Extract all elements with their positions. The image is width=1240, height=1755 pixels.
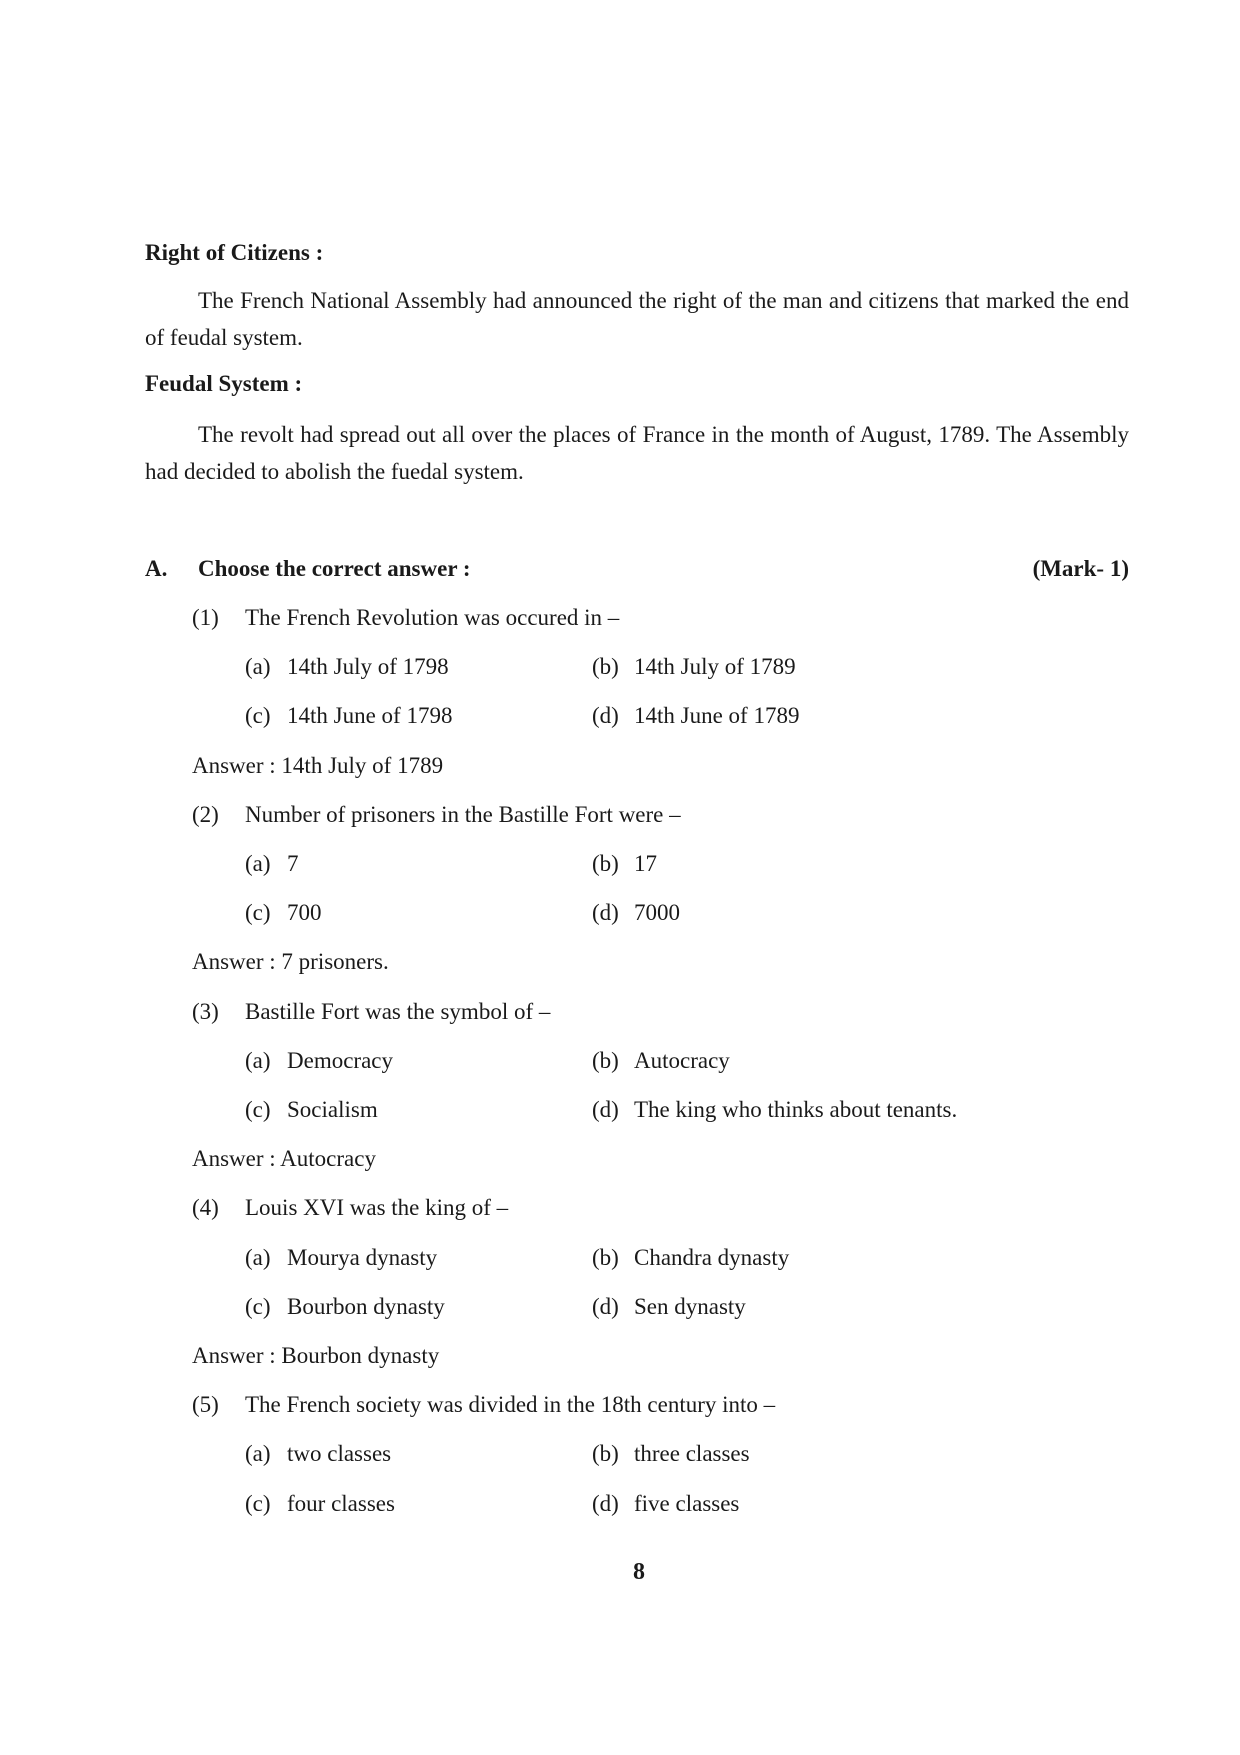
option-letter: (b): [592, 1244, 619, 1270]
option-letter: (d): [592, 900, 619, 926]
page-number: 8: [633, 1559, 645, 1585]
option-letter: (c): [245, 900, 271, 926]
option-letter: (b): [592, 1047, 619, 1073]
option-b: [592, 1245, 789, 1271]
option-letter: (b): [592, 654, 619, 680]
option-letter: (c): [245, 1293, 271, 1319]
option-a: [245, 851, 299, 877]
option-a: [245, 1245, 437, 1271]
option-text: Socialism: [287, 1097, 378, 1122]
section-heading-feudal-system: Feudal System :: [145, 371, 303, 396]
option-text: Sen dynasty: [634, 1293, 746, 1319]
question-4: [192, 1195, 508, 1221]
question-text: The French society was divided in the 18th century into –: [245, 1392, 776, 1418]
option-text: 17: [634, 851, 657, 876]
option-c: [245, 1294, 445, 1320]
section-heading-right-of-citizens: Right of Citizens :: [145, 240, 324, 265]
option-d: [592, 703, 799, 729]
option-letter: (d): [592, 1490, 619, 1516]
option-letter: (d): [592, 703, 619, 729]
section-paragraph-right-of-citizens: The French National Assembly had announced the right of the man and citizens that marked the end of feudal system.: [145, 288, 1129, 350]
option-text: 7: [287, 851, 299, 876]
option-b: [592, 654, 796, 680]
option-c: [245, 703, 452, 729]
option-d: [592, 1097, 957, 1123]
section-paragraph-feudal-system: The revolt had spread out all over the places of France in the month of August, 1789. The Assembly had decided to abolish the fuedal system.: [145, 422, 1129, 484]
option-text: The king who thinks about tenants.: [634, 1097, 958, 1122]
question-2: [192, 802, 681, 828]
option-letter: (a): [245, 1441, 271, 1467]
question-number: (4): [192, 1195, 219, 1221]
option-letter: (a): [245, 1244, 271, 1270]
option-a: [245, 654, 449, 680]
option-text: Mourya dynasty: [287, 1244, 438, 1270]
option-letter: (d): [592, 1097, 619, 1122]
option-text: Autocracy: [634, 1047, 730, 1073]
question-text: The French Revolution was occured in –: [245, 605, 620, 630]
option-b: [592, 851, 657, 877]
exercise-marks: (Mark- 1): [1032, 556, 1129, 581]
option-text: 14th June of 1798: [287, 703, 453, 729]
option-c: [245, 1491, 395, 1517]
option-text: five classes: [634, 1490, 740, 1516]
question-3: [192, 999, 550, 1025]
question-text: Number of prisoners in the Bastille Fort were –: [245, 801, 681, 827]
option-c: [245, 900, 322, 926]
option-text: 14th July of 1798: [287, 654, 449, 680]
option-letter: (c): [245, 1490, 271, 1516]
option-d: [592, 1491, 739, 1517]
option-text: 7000: [634, 900, 680, 926]
option-text: 14th July of 1789: [634, 654, 796, 680]
question-1: [192, 605, 619, 631]
option-b: [592, 1441, 750, 1467]
option-d: [592, 900, 680, 926]
option-text: Democracy: [287, 1047, 393, 1073]
question-5: [192, 1392, 775, 1418]
option-d: [592, 1294, 746, 1320]
question-number: (5): [192, 1392, 219, 1418]
option-text: Bourbon dynasty: [287, 1293, 445, 1319]
option-c: [245, 1097, 378, 1123]
option-text: four classes: [287, 1490, 395, 1516]
option-a: [245, 1048, 393, 1074]
answer-1: Answer : 14th July of 1789: [192, 752, 444, 778]
question-text: Bastille Fort was the symbol of –: [245, 998, 551, 1024]
question-number: (2): [192, 801, 219, 827]
option-text: Chandra dynasty: [634, 1244, 790, 1270]
option-letter: (a): [245, 1047, 271, 1073]
answer-4: Answer : Bourbon dynasty: [192, 1343, 440, 1368]
exercise-title: Choose the correct answer :: [198, 556, 471, 581]
option-letter: (b): [592, 1441, 619, 1467]
option-text: 700: [287, 900, 322, 926]
option-letter: (c): [245, 1097, 271, 1122]
option-letter: (d): [592, 1293, 619, 1319]
answer-3: Answer : Autocracy: [192, 1146, 376, 1172]
question-text: Louis XVI was the king of –: [245, 1195, 509, 1221]
option-letter: (a): [245, 654, 271, 680]
option-letter: (a): [245, 851, 271, 876]
option-a: [245, 1441, 391, 1467]
option-letter: (b): [592, 851, 619, 876]
option-b: [592, 1048, 730, 1074]
question-number: (1): [192, 605, 219, 630]
answer-2: Answer : 7 prisoners.: [192, 949, 389, 975]
option-text: three classes: [634, 1441, 750, 1467]
exercise-label: A.: [145, 556, 168, 581]
option-letter: (c): [245, 703, 271, 729]
option-text: two classes: [287, 1441, 392, 1467]
option-text: 14th June of 1789: [634, 703, 800, 729]
question-number: (3): [192, 998, 219, 1024]
